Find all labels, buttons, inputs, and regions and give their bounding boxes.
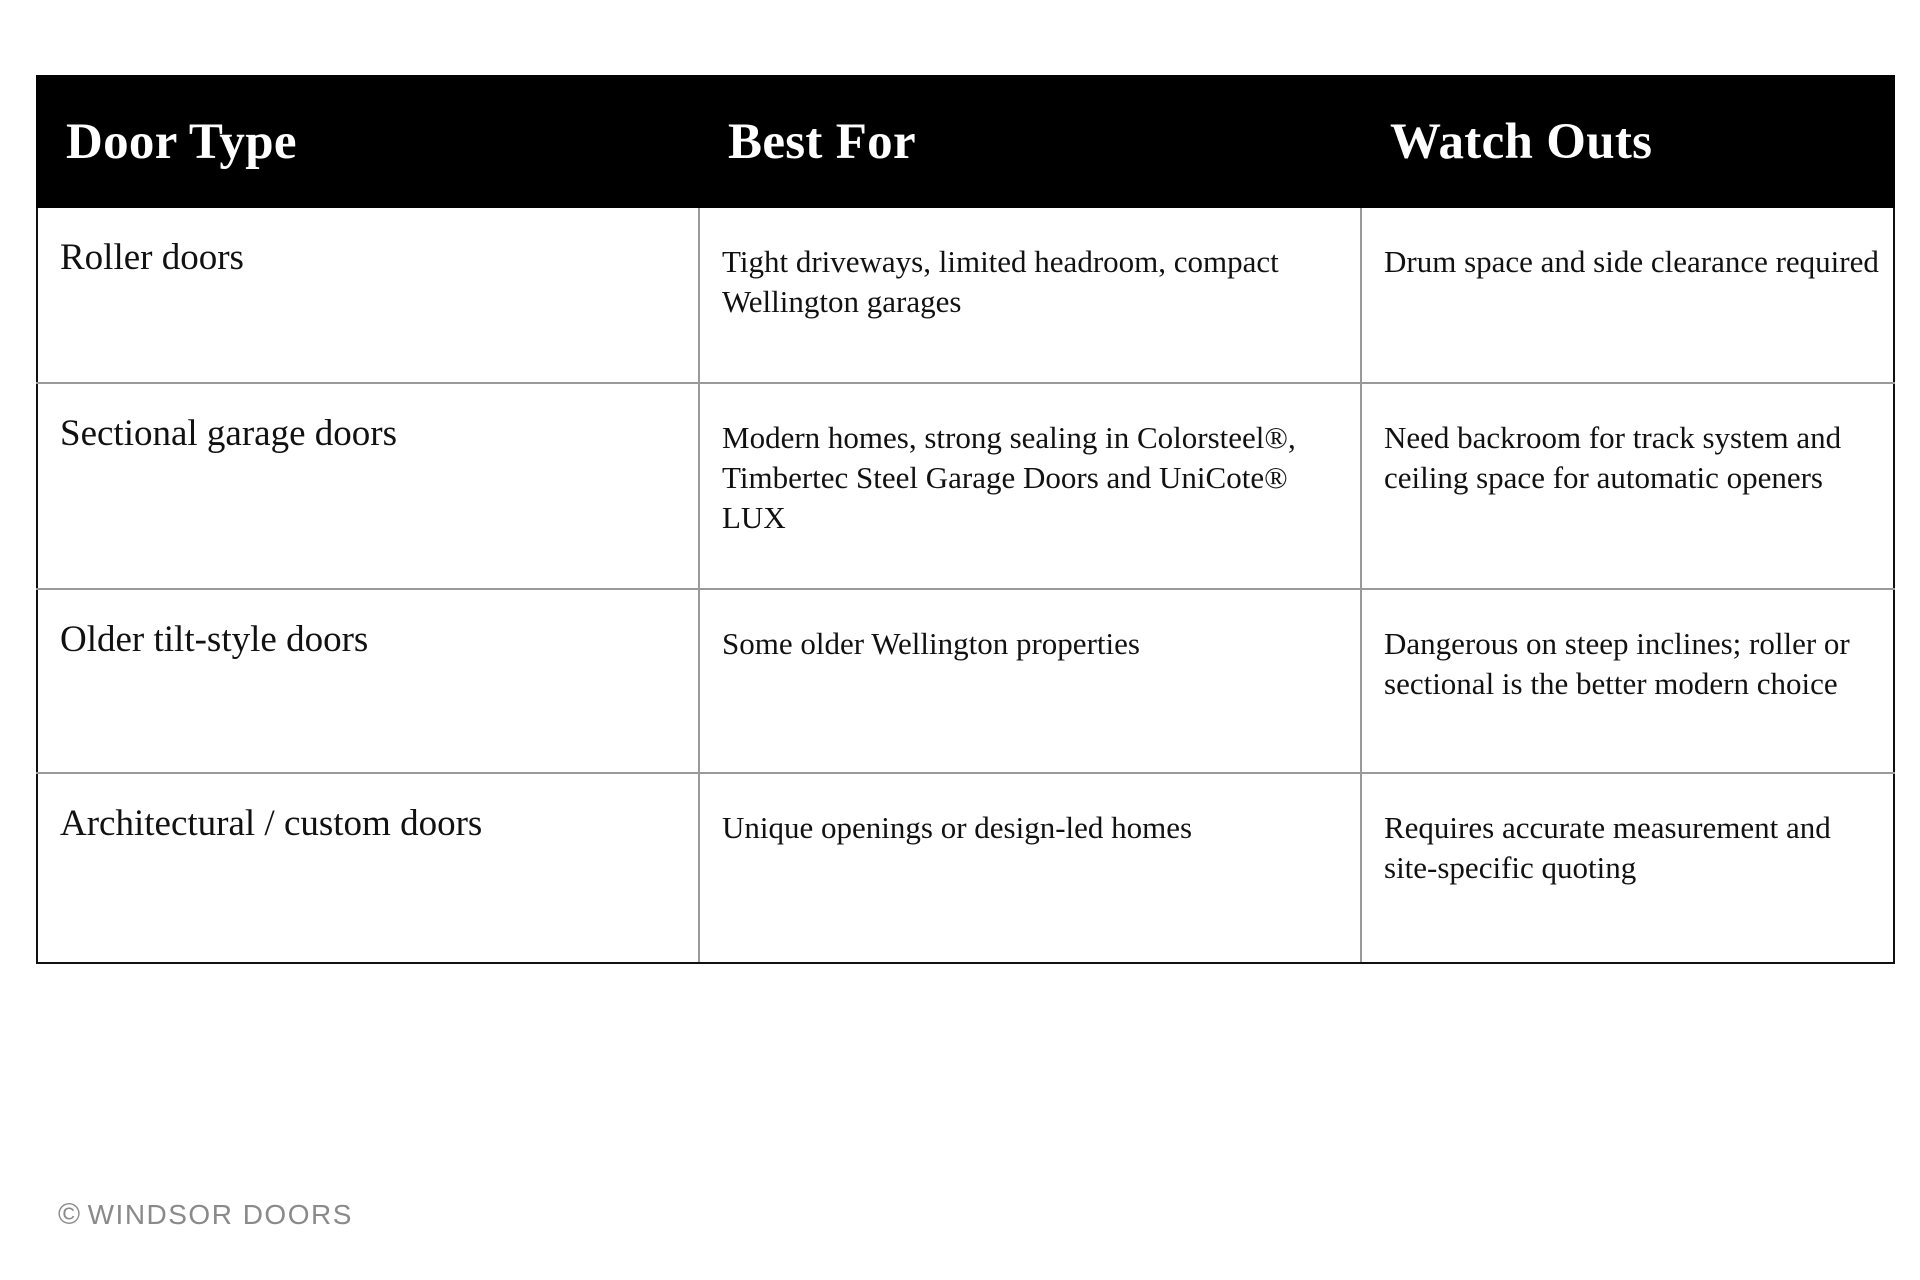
door-type-cell: Older tilt-style doors [37,589,699,773]
door-type-comparison-table [36,75,1895,964]
copyright-notice [58,1198,353,1232]
table-header-row [37,76,1894,207]
best-for-cell: Modern homes, strong sealing in Colorsteel®, Timbertec Steel Garage Doors and UniCote® LUX [699,383,1361,589]
best-for-cell: Some older Wellington properties [699,589,1361,773]
watch-outs-cell: Need backroom for track system and ceiling space for automatic openers [1361,383,1894,589]
header-watch-outs: Watch Outs [1361,76,1894,207]
copyright-text: WINDSOR DOORS [87,1199,353,1230]
table-row [37,773,1894,963]
watch-outs-cell: Dangerous on steep inclines; roller or sectional is the better modern choice [1361,589,1894,773]
table-row [37,589,1894,773]
best-for-cell: Unique openings or design-led homes [699,773,1361,963]
copyright-icon: © [58,1198,82,1231]
best-for-cell: Tight driveways, limited headroom, compact Wellington garages [699,207,1361,383]
watch-outs-cell: Requires accurate measurement and site-specific quoting [1361,773,1894,963]
door-type-cell: Architectural / custom doors [37,773,699,963]
watch-outs-cell: Drum space and side clearance required [1361,207,1894,383]
door-type-cell: Sectional garage doors [37,383,699,589]
table-row [37,207,1894,383]
header-door-type: Door Type [37,76,699,207]
header-best-for: Best For [699,76,1361,207]
door-type-cell: Roller doors [37,207,699,383]
table-row [37,383,1894,589]
